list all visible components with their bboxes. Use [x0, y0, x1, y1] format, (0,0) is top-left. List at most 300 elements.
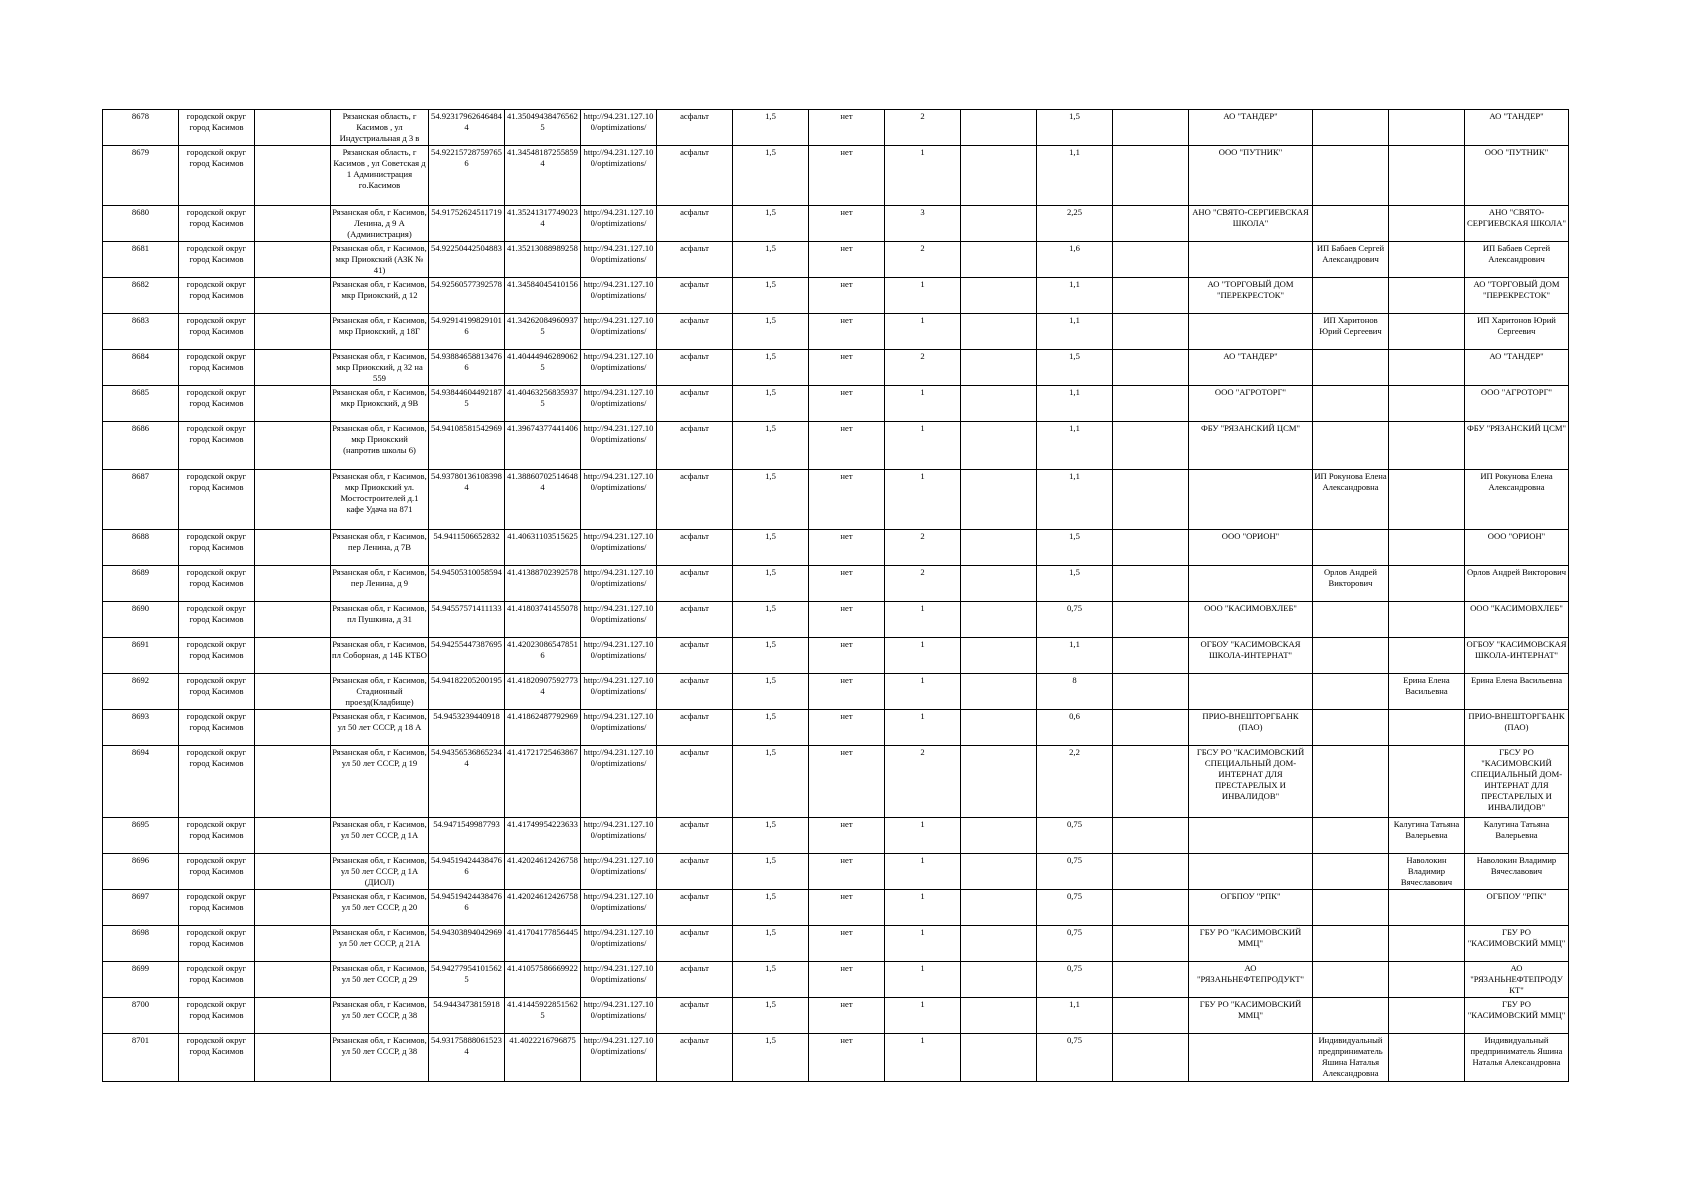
owner-cell: ООО "АГРОТОРГ" — [1465, 386, 1569, 422]
owner-cell: АО "РЯЗАНЬНЕФТЕПРОДУ КТ" — [1465, 962, 1569, 998]
url-cell: http://94.231.127.10 0/optimizations/ — [581, 566, 657, 602]
owner-cell: АНО "СВЯТО-СЕРГИЕВСКАЯ ШКОЛА" — [1465, 206, 1569, 242]
url-cell: http://94.231.127.10 0/optimizations/ — [581, 350, 657, 386]
blank-cell — [255, 746, 331, 818]
volume-cell: 2,2 — [1037, 746, 1113, 818]
area-cell: 1,5 — [733, 602, 809, 638]
address-cell: Рязанская обл, г Касимов, Стадионный проезд(Кладбище) — [331, 674, 429, 710]
fence-cell: нет — [809, 278, 885, 314]
registry-table — [102, 109, 1569, 1082]
blank-cell — [255, 854, 331, 890]
volume-cell: 0,75 — [1037, 818, 1113, 854]
surface-cell: асфальт — [657, 314, 733, 350]
entrepreneur-cell — [1313, 278, 1389, 314]
area-cell: 1,5 — [733, 530, 809, 566]
container-count-cell: 1 — [885, 470, 961, 530]
longitude-cell: 41.41721725463867 — [505, 746, 581, 818]
row-id: 8693 — [103, 710, 179, 746]
volume-cell: 1,1 — [1037, 998, 1113, 1034]
district-cell: городской округ город Касимов — [179, 470, 255, 530]
address-cell: Рязанская обл, г Касимов, пл Пушкина, д 31 — [331, 602, 429, 638]
entrepreneur-cell — [1313, 638, 1389, 674]
url-cell: http://94.231.127.10 0/optimizations/ — [581, 470, 657, 530]
entrepreneur-cell: ИП Бабаев Сергей Александрович — [1313, 242, 1389, 278]
volume-cell: 0,75 — [1037, 602, 1113, 638]
individual-cell — [1389, 146, 1465, 206]
latitude-cell: 54.94519424438476 6 — [429, 854, 505, 890]
district-cell: городской округ город Касимов — [179, 314, 255, 350]
longitude-cell: 41.40631103515625 — [505, 530, 581, 566]
individual-cell — [1389, 314, 1465, 350]
address-cell: Рязанская обл, г Касимов, ул 50 лет СССР, д 38 — [331, 1034, 429, 1082]
individual-cell — [1389, 638, 1465, 674]
blank-cell — [961, 998, 1037, 1034]
latitude-cell: 54.9471549987793 — [429, 818, 505, 854]
surface-cell: асфальт — [657, 206, 733, 242]
blank-cell — [961, 962, 1037, 998]
fence-cell: нет — [809, 206, 885, 242]
address-cell: Рязанская область, г Касимов , ул Индустриальная д 3 в — [331, 110, 429, 146]
volume-cell: 0,75 — [1037, 926, 1113, 962]
table-row — [103, 890, 1569, 926]
entrepreneur-cell — [1313, 926, 1389, 962]
row-id: 8691 — [103, 638, 179, 674]
table-row — [103, 746, 1569, 818]
container-count-cell: 2 — [885, 530, 961, 566]
owner-cell: ГБУ РО "КАСИМОВСКИЙ ММЦ" — [1465, 998, 1569, 1034]
longitude-cell: 41.41057586669922 — [505, 962, 581, 998]
owner-cell: ФБУ "РЯЗАНСКИЙ ЦСМ" — [1465, 422, 1569, 470]
area-cell: 1,5 — [733, 470, 809, 530]
blank-cell — [255, 998, 331, 1034]
individual-cell — [1389, 926, 1465, 962]
container-count-cell: 1 — [885, 602, 961, 638]
row-id: 8701 — [103, 1034, 179, 1082]
surface-cell: асфальт — [657, 566, 733, 602]
blank-cell — [1113, 566, 1189, 602]
blank-cell — [1113, 314, 1189, 350]
container-count-cell: 1 — [885, 1034, 961, 1082]
volume-cell: 8 — [1037, 674, 1113, 710]
longitude-cell: 41.41445922851562 5 — [505, 998, 581, 1034]
latitude-cell: 54.94277954101562 5 — [429, 962, 505, 998]
row-id: 8682 — [103, 278, 179, 314]
individual-cell — [1389, 566, 1465, 602]
area-cell: 1,5 — [733, 638, 809, 674]
blank-cell — [961, 674, 1037, 710]
owner-cell: АО "ТАНДЕР" — [1465, 110, 1569, 146]
area-cell: 1,5 — [733, 110, 809, 146]
blank-cell — [961, 530, 1037, 566]
table-row — [103, 998, 1569, 1034]
blank-cell — [1113, 350, 1189, 386]
volume-cell: 0,75 — [1037, 1034, 1113, 1082]
district-cell: городской округ город Касимов — [179, 746, 255, 818]
district-cell: городской округ город Касимов — [179, 278, 255, 314]
owner-cell: Ерина Елена Васильевна — [1465, 674, 1569, 710]
legal-entity-cell — [1189, 314, 1313, 350]
latitude-cell: 54.92560577392578 — [429, 278, 505, 314]
latitude-cell: 54.91752624511719 — [429, 206, 505, 242]
url-cell: http://94.231.127.10 0/optimizations/ — [581, 746, 657, 818]
blank-cell — [255, 530, 331, 566]
volume-cell: 1,5 — [1037, 350, 1113, 386]
area-cell: 1,5 — [733, 674, 809, 710]
blank-cell — [255, 962, 331, 998]
entrepreneur-cell — [1313, 674, 1389, 710]
blank-cell — [1113, 998, 1189, 1034]
surface-cell: асфальт — [657, 146, 733, 206]
fence-cell: нет — [809, 890, 885, 926]
volume-cell: 0,75 — [1037, 890, 1113, 926]
surface-cell: асфальт — [657, 602, 733, 638]
legal-entity-cell — [1189, 854, 1313, 890]
latitude-cell: 54.92317962646484 4 — [429, 110, 505, 146]
blank-cell — [255, 386, 331, 422]
legal-entity-cell: ООО "КАСИМОВХЛЕБ" — [1189, 602, 1313, 638]
legal-entity-cell: ФБУ "РЯЗАНСКИЙ ЦСМ" — [1189, 422, 1313, 470]
address-cell: Рязанская обл, г Касимов, мкр Приокский (АЗК № 41) — [331, 242, 429, 278]
individual-cell — [1389, 110, 1465, 146]
blank-cell — [1113, 206, 1189, 242]
entrepreneur-cell — [1313, 890, 1389, 926]
longitude-cell: 41.4022216796875 — [505, 1034, 581, 1082]
owner-cell: ООО "КАСИМОВХЛЕБ" — [1465, 602, 1569, 638]
address-cell: Рязанская обл, г Касимов, ул 50 лет СССР, д 1А — [331, 818, 429, 854]
blank-cell — [255, 314, 331, 350]
surface-cell: асфальт — [657, 962, 733, 998]
individual-cell — [1389, 350, 1465, 386]
entrepreneur-cell — [1313, 206, 1389, 242]
volume-cell: 0,6 — [1037, 710, 1113, 746]
blank-cell — [255, 146, 331, 206]
individual-cell — [1389, 206, 1465, 242]
latitude-cell: 54.9453239440918 — [429, 710, 505, 746]
fence-cell: нет — [809, 710, 885, 746]
fence-cell: нет — [809, 314, 885, 350]
surface-cell: асфальт — [657, 242, 733, 278]
blank-cell — [1113, 1034, 1189, 1082]
volume-cell: 1,1 — [1037, 386, 1113, 422]
fence-cell: нет — [809, 1034, 885, 1082]
blank-cell — [255, 638, 331, 674]
row-id: 8684 — [103, 350, 179, 386]
area-cell: 1,5 — [733, 314, 809, 350]
fence-cell: нет — [809, 566, 885, 602]
district-cell: городской округ город Касимов — [179, 386, 255, 422]
longitude-cell: 41.34584045410156 — [505, 278, 581, 314]
individual-cell — [1389, 530, 1465, 566]
container-count-cell: 1 — [885, 998, 961, 1034]
fence-cell: нет — [809, 110, 885, 146]
district-cell: городской округ город Касимов — [179, 530, 255, 566]
container-count-cell: 3 — [885, 206, 961, 242]
fence-cell: нет — [809, 386, 885, 422]
entrepreneur-cell — [1313, 818, 1389, 854]
area-cell: 1,5 — [733, 746, 809, 818]
blank-cell — [961, 146, 1037, 206]
blank-cell — [961, 350, 1037, 386]
row-id: 8698 — [103, 926, 179, 962]
blank-cell — [1113, 854, 1189, 890]
container-count-cell: 2 — [885, 110, 961, 146]
url-cell: http://94.231.127.10 0/optimizations/ — [581, 890, 657, 926]
fence-cell: нет — [809, 854, 885, 890]
blank-cell — [1113, 110, 1189, 146]
district-cell: городской округ город Касимов — [179, 602, 255, 638]
volume-cell: 1,1 — [1037, 422, 1113, 470]
surface-cell: асфальт — [657, 110, 733, 146]
address-cell: Рязанская обл, г Касимов, мкр Приокский, д 12 — [331, 278, 429, 314]
blank-cell — [1113, 602, 1189, 638]
entrepreneur-cell — [1313, 998, 1389, 1034]
blank-cell — [255, 278, 331, 314]
blank-cell — [961, 746, 1037, 818]
area-cell: 1,5 — [733, 278, 809, 314]
address-cell: Рязанская область, г Касимов , ул Советская д 1 Администрация го.Касимов — [331, 146, 429, 206]
url-cell: http://94.231.127.10 0/optimizations/ — [581, 110, 657, 146]
table-row — [103, 206, 1569, 242]
legal-entity-cell: АО "РЯЗАНЬНЕФТЕПРОДУКТ" — [1189, 962, 1313, 998]
legal-entity-cell: ОГБПОУ "РПК" — [1189, 890, 1313, 926]
area-cell: 1,5 — [733, 566, 809, 602]
owner-cell: ИП Рокунова Елена Александровна — [1465, 470, 1569, 530]
address-cell: Рязанская обл, г Касимов, мкр Приокский (напротив школы 6) — [331, 422, 429, 470]
blank-cell — [961, 278, 1037, 314]
surface-cell: асфальт — [657, 470, 733, 530]
district-cell: городской округ город Касимов — [179, 638, 255, 674]
blank-cell — [961, 710, 1037, 746]
entrepreneur-cell — [1313, 146, 1389, 206]
fence-cell: нет — [809, 422, 885, 470]
legal-entity-cell — [1189, 1034, 1313, 1082]
area-cell: 1,5 — [733, 710, 809, 746]
latitude-cell: 54.92914199829101 6 — [429, 314, 505, 350]
longitude-cell: 41.41820907592773 4 — [505, 674, 581, 710]
owner-cell: ГБСУ РО "КАСИМОВСКИЙ СПЕЦИАЛЬНЫЙ ДОМ-ИНТЕРНАТ ДЛЯ ПРЕСТАРЕЛЫХ И ИНВАЛИДОВ" — [1465, 746, 1569, 818]
container-count-cell: 1 — [885, 674, 961, 710]
area-cell: 1,5 — [733, 890, 809, 926]
area-cell: 1,5 — [733, 146, 809, 206]
blank-cell — [961, 386, 1037, 422]
url-cell: http://94.231.127.10 0/optimizations/ — [581, 1034, 657, 1082]
owner-cell: ООО "ОРИОН" — [1465, 530, 1569, 566]
blank-cell — [961, 422, 1037, 470]
volume-cell: 1,5 — [1037, 566, 1113, 602]
row-id: 8687 — [103, 470, 179, 530]
individual-cell — [1389, 962, 1465, 998]
individual-cell — [1389, 386, 1465, 422]
fence-cell: нет — [809, 602, 885, 638]
surface-cell: асфальт — [657, 386, 733, 422]
district-cell: городской округ город Касимов — [179, 926, 255, 962]
latitude-cell: 54.92250442504883 — [429, 242, 505, 278]
legal-entity-cell: ГБСУ РО "КАСИМОВСКИЙ СПЕЦИАЛЬНЫЙ ДОМ-ИНТЕРНАТ ДЛЯ ПРЕСТАРЕЛЫХ И ИНВАЛИДОВ" — [1189, 746, 1313, 818]
volume-cell: 0,75 — [1037, 854, 1113, 890]
address-cell: Рязанская обл, г Касимов, Ленина, д 9 А (Администрация) — [331, 206, 429, 242]
blank-cell — [1113, 530, 1189, 566]
surface-cell: асфальт — [657, 638, 733, 674]
container-count-cell: 1 — [885, 146, 961, 206]
container-count-cell: 2 — [885, 566, 961, 602]
legal-entity-cell — [1189, 566, 1313, 602]
blank-cell — [1113, 422, 1189, 470]
row-id: 8680 — [103, 206, 179, 242]
blank-cell — [255, 890, 331, 926]
table-row — [103, 638, 1569, 674]
individual-cell — [1389, 1034, 1465, 1082]
blank-cell — [961, 602, 1037, 638]
url-cell: http://94.231.127.10 0/optimizations/ — [581, 602, 657, 638]
entrepreneur-cell — [1313, 530, 1389, 566]
district-cell: городской округ город Касимов — [179, 1034, 255, 1082]
owner-cell: Наволокин Владимир Вячеславович — [1465, 854, 1569, 890]
individual-cell: Калугина Татьяна Валерьевна — [1389, 818, 1465, 854]
latitude-cell: 54.94182205200195 — [429, 674, 505, 710]
url-cell: http://94.231.127.10 0/optimizations/ — [581, 818, 657, 854]
owner-cell: Калугина Татьяна Валерьевна — [1465, 818, 1569, 854]
entrepreneur-cell: Индивидуальный предприниматель Яшина Наталья Александровна — [1313, 1034, 1389, 1082]
address-cell: Рязанская обл, г Касимов, мкр Приокский, д 9В — [331, 386, 429, 422]
individual-cell — [1389, 278, 1465, 314]
district-cell: городской округ город Касимов — [179, 998, 255, 1034]
row-id: 8690 — [103, 602, 179, 638]
legal-entity-cell — [1189, 818, 1313, 854]
blank-cell — [255, 470, 331, 530]
volume-cell: 1,5 — [1037, 530, 1113, 566]
url-cell: http://94.231.127.10 0/optimizations/ — [581, 146, 657, 206]
latitude-cell: 54.92215728759765 6 — [429, 146, 505, 206]
row-id: 8700 — [103, 998, 179, 1034]
blank-cell — [255, 566, 331, 602]
address-cell: Рязанская обл, г Касимов, пер Ленина, д 7В — [331, 530, 429, 566]
blank-cell — [255, 422, 331, 470]
surface-cell: асфальт — [657, 710, 733, 746]
surface-cell: асфальт — [657, 890, 733, 926]
volume-cell: 1,6 — [1037, 242, 1113, 278]
district-cell: городской округ город Касимов — [179, 242, 255, 278]
blank-cell — [1113, 746, 1189, 818]
legal-entity-cell: АО "ТОРГОВЫЙ ДОМ "ПЕРЕКРЕСТОК" — [1189, 278, 1313, 314]
latitude-cell: 54.94557571411133 — [429, 602, 505, 638]
owner-cell: ОГБОУ "КАСИМОВСКАЯ ШКОЛА-ИНТЕРНАТ" — [1465, 638, 1569, 674]
legal-entity-cell: ООО "ПУТНИК" — [1189, 146, 1313, 206]
area-cell: 1,5 — [733, 998, 809, 1034]
url-cell: http://94.231.127.10 0/optimizations/ — [581, 638, 657, 674]
legal-entity-cell — [1189, 470, 1313, 530]
blank-cell — [961, 854, 1037, 890]
volume-cell: 1,1 — [1037, 470, 1113, 530]
blank-cell — [255, 242, 331, 278]
blank-cell — [1113, 278, 1189, 314]
volume-cell: 1,1 — [1037, 638, 1113, 674]
url-cell: http://94.231.127.10 0/optimizations/ — [581, 530, 657, 566]
district-cell: городской округ город Касимов — [179, 710, 255, 746]
table-row — [103, 530, 1569, 566]
blank-cell — [1113, 890, 1189, 926]
container-count-cell: 1 — [885, 926, 961, 962]
blank-cell — [1113, 710, 1189, 746]
address-cell: Рязанская обл, г Касимов, мкр Приокский ул. Мостостроителей д.1 кафе Удача на 871 — [331, 470, 429, 530]
table-row — [103, 146, 1569, 206]
longitude-cell: 41.39674377441406 — [505, 422, 581, 470]
individual-cell — [1389, 746, 1465, 818]
entrepreneur-cell — [1313, 110, 1389, 146]
blank-cell — [255, 710, 331, 746]
blank-cell — [961, 566, 1037, 602]
legal-entity-cell: АО "ТАНДЕР" — [1189, 110, 1313, 146]
container-count-cell: 1 — [885, 386, 961, 422]
container-count-cell: 1 — [885, 854, 961, 890]
blank-cell — [961, 470, 1037, 530]
entrepreneur-cell — [1313, 854, 1389, 890]
longitude-cell: 41.42024612426758 — [505, 890, 581, 926]
table-row — [103, 818, 1569, 854]
latitude-cell: 54.93844604492187 5 — [429, 386, 505, 422]
surface-cell: асфальт — [657, 422, 733, 470]
container-count-cell: 1 — [885, 890, 961, 926]
latitude-cell: 54.94505310058594 — [429, 566, 505, 602]
owner-cell: ИП Харитонов Юрий Сергеевич — [1465, 314, 1569, 350]
individual-cell — [1389, 602, 1465, 638]
row-id: 8678 — [103, 110, 179, 146]
url-cell: http://94.231.127.10 0/optimizations/ — [581, 206, 657, 242]
surface-cell: асфальт — [657, 350, 733, 386]
table-row — [103, 242, 1569, 278]
surface-cell: асфальт — [657, 278, 733, 314]
legal-entity-cell: АО "ТАНДЕР" — [1189, 350, 1313, 386]
address-cell: Рязанская обл, г Касимов, ул 50 лет СССР, д 21А — [331, 926, 429, 962]
volume-cell: 1,1 — [1037, 146, 1113, 206]
individual-cell — [1389, 890, 1465, 926]
row-id: 8683 — [103, 314, 179, 350]
individual-cell — [1389, 422, 1465, 470]
legal-entity-cell — [1189, 674, 1313, 710]
container-count-cell: 1 — [885, 818, 961, 854]
container-count-cell: 1 — [885, 962, 961, 998]
address-cell: Рязанская обл, г Касимов, ул 50 лет СССР, д 29 — [331, 962, 429, 998]
row-id: 8686 — [103, 422, 179, 470]
table-row — [103, 422, 1569, 470]
legal-entity-cell: АНО "СВЯТО-СЕРГИЕВСКАЯ ШКОЛА" — [1189, 206, 1313, 242]
longitude-cell: 41.41704177856445 — [505, 926, 581, 962]
area-cell: 1,5 — [733, 422, 809, 470]
blank-cell — [961, 818, 1037, 854]
blank-cell — [961, 206, 1037, 242]
table-row — [103, 602, 1569, 638]
table-row — [103, 926, 1569, 962]
owner-cell: Орлов Андрей Викторович — [1465, 566, 1569, 602]
longitude-cell: 41.41803741455078 — [505, 602, 581, 638]
row-id: 8679 — [103, 146, 179, 206]
latitude-cell: 54.94303894042969 — [429, 926, 505, 962]
url-cell: http://94.231.127.10 0/optimizations/ — [581, 242, 657, 278]
longitude-cell: 41.41862487792969 — [505, 710, 581, 746]
blank-cell — [961, 890, 1037, 926]
url-cell: http://94.231.127.10 0/optimizations/ — [581, 962, 657, 998]
area-cell: 1,5 — [733, 350, 809, 386]
entrepreneur-cell: ИП Харитонов Юрий Сергеевич — [1313, 314, 1389, 350]
latitude-cell: 54.94356536865234 4 — [429, 746, 505, 818]
blank-cell — [961, 638, 1037, 674]
blank-cell — [255, 350, 331, 386]
blank-cell — [1113, 818, 1189, 854]
area-cell: 1,5 — [733, 926, 809, 962]
blank-cell — [255, 206, 331, 242]
blank-cell — [1113, 674, 1189, 710]
district-cell: городской округ город Касимов — [179, 566, 255, 602]
blank-cell — [1113, 926, 1189, 962]
